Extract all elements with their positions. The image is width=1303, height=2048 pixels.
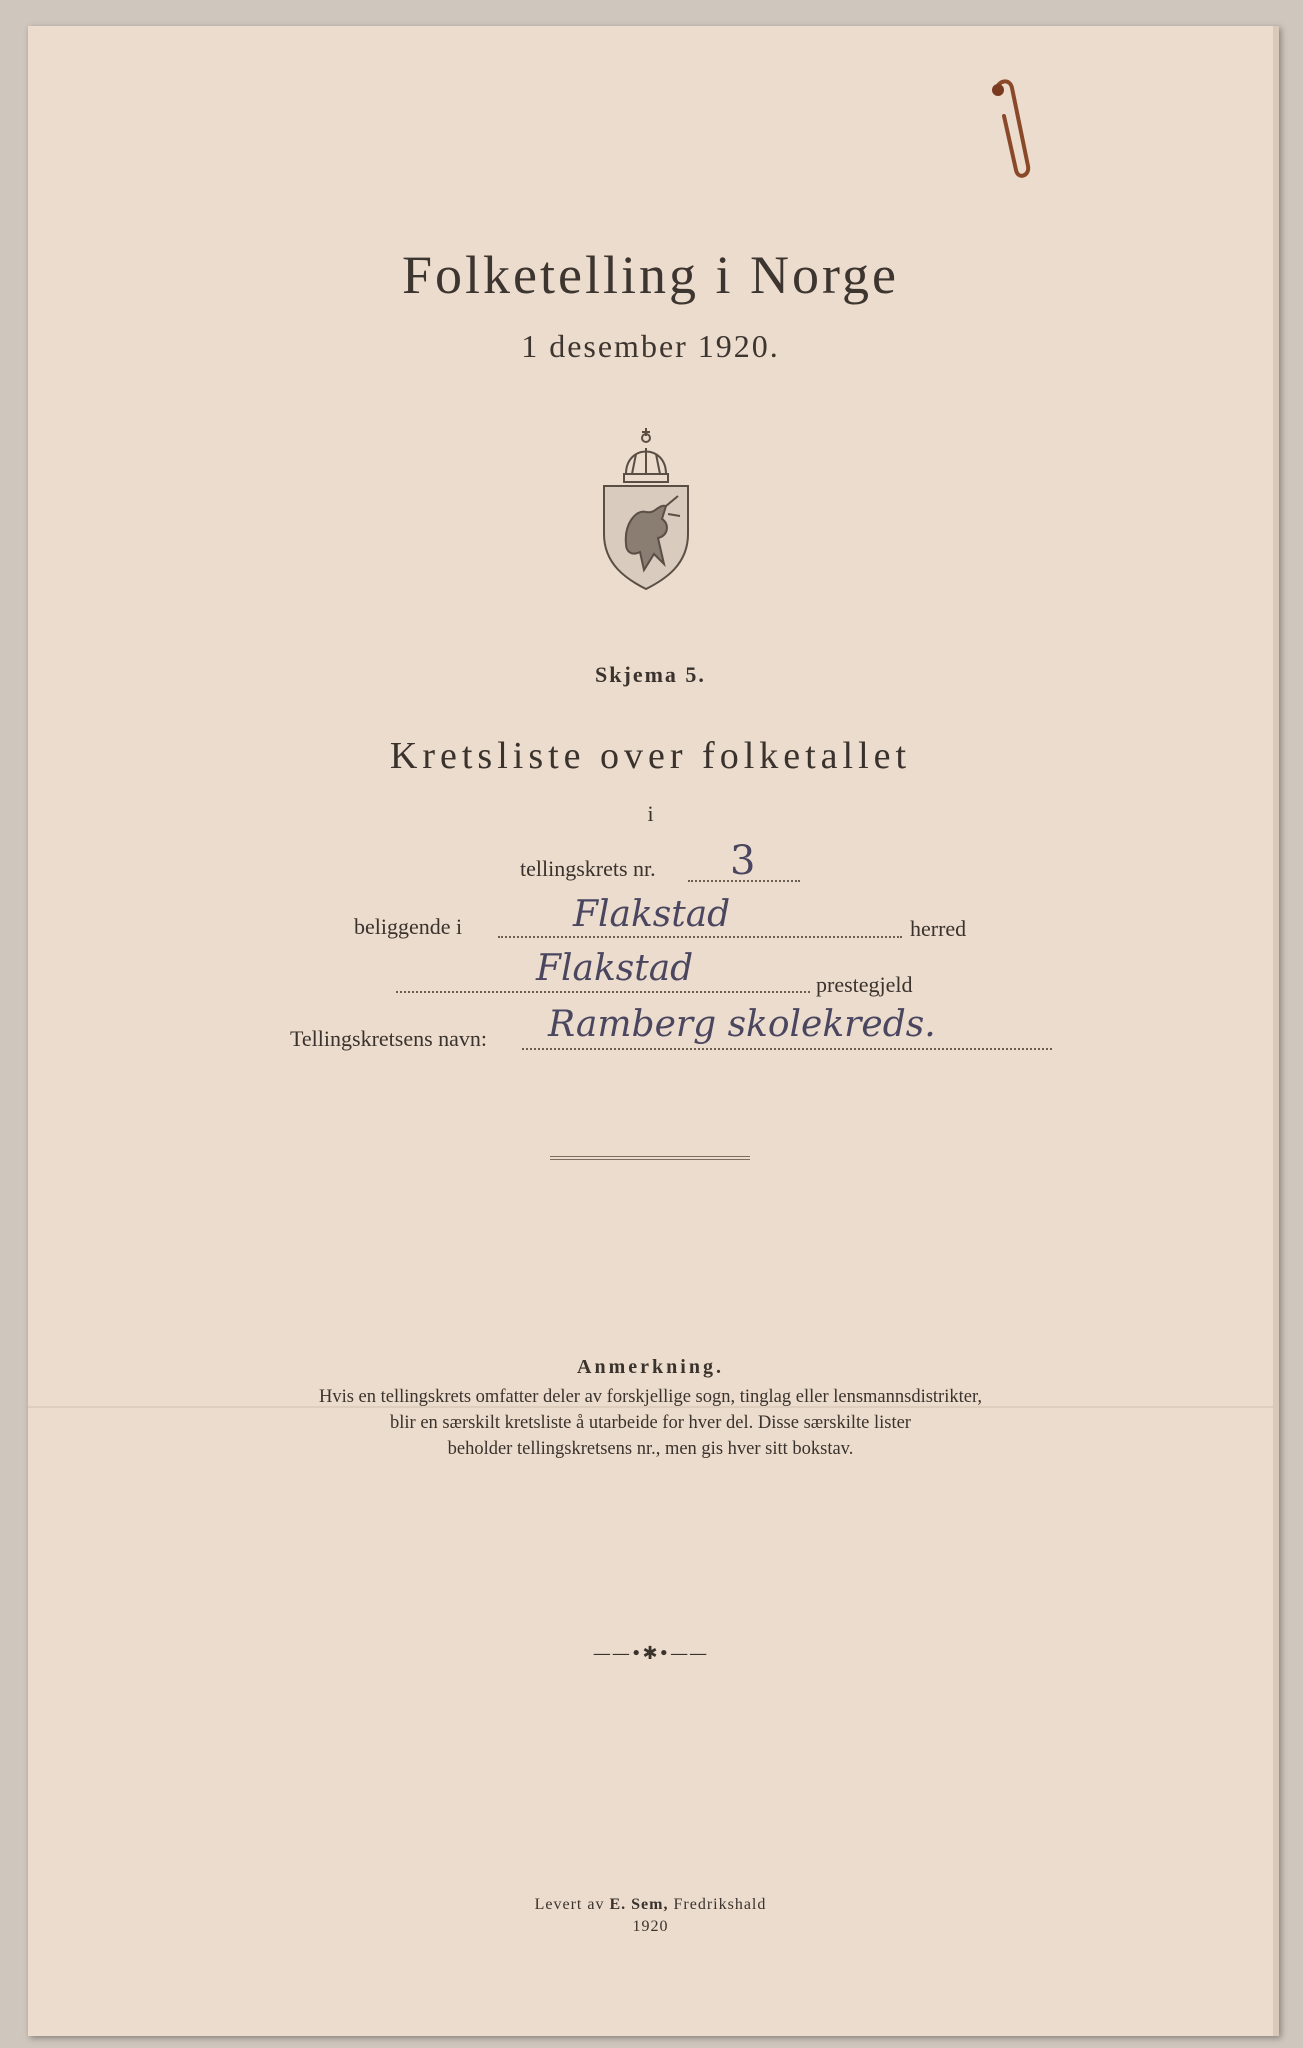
imprint-year: 1920: [632, 1918, 669, 1935]
parish-value: Flakstad: [536, 948, 694, 989]
connector-text: i: [647, 801, 654, 826]
page-title: Folketelling i Norge: [402, 245, 899, 305]
divider-rule: [550, 1156, 750, 1160]
district-name-value: Ramberg skolekreds.: [548, 1004, 936, 1045]
form-heading: Kretsliste over folketallet: [389, 735, 912, 777]
parish-line: [396, 991, 810, 993]
paperclip-icon: [988, 76, 1048, 186]
municipality-label: beliggende i: [354, 914, 463, 939]
district-name-label: Tellingskretsens navn:: [290, 1026, 488, 1051]
municipality-line: [498, 936, 902, 938]
municipality-value: Flakstad: [573, 894, 731, 935]
document-page: [28, 26, 1279, 2036]
district-no-label: tellingskrets nr.: [520, 856, 656, 881]
imprint-prefix: Levert av: [534, 1896, 605, 1913]
note-line: blir en særskilt kretsliste å utarbeide for hver del. Disse særskilte lister: [390, 1413, 911, 1433]
district-no-value: 3: [730, 838, 756, 884]
district-name-line: [522, 1048, 1052, 1050]
coat-of-arms-icon: [596, 424, 696, 594]
note-body: [28, 1384, 1273, 1462]
note-heading: Anmerkning.: [577, 1356, 724, 1378]
census-date: 1 desember 1920.: [521, 328, 780, 364]
schema-label: Skjema 5.: [595, 662, 706, 687]
note-line: beholder tellingskretsens nr., men gis hver sitt bokstav.: [447, 1439, 854, 1459]
ornament-divider: ——•✱•——: [592, 1643, 709, 1664]
imprint-printer: E. Sem,: [609, 1896, 669, 1913]
parish-suffix: prestegjeld: [816, 972, 913, 997]
imprint-place: Fredrikshald: [673, 1896, 767, 1913]
printer-imprint: [28, 1894, 1273, 1938]
note-line: Hvis en tellingskrets omfatter deler av forskjellige sogn, tinglag eller lensmannsdistrikter,: [318, 1387, 983, 1407]
municipality-suffix: herred: [910, 916, 967, 941]
